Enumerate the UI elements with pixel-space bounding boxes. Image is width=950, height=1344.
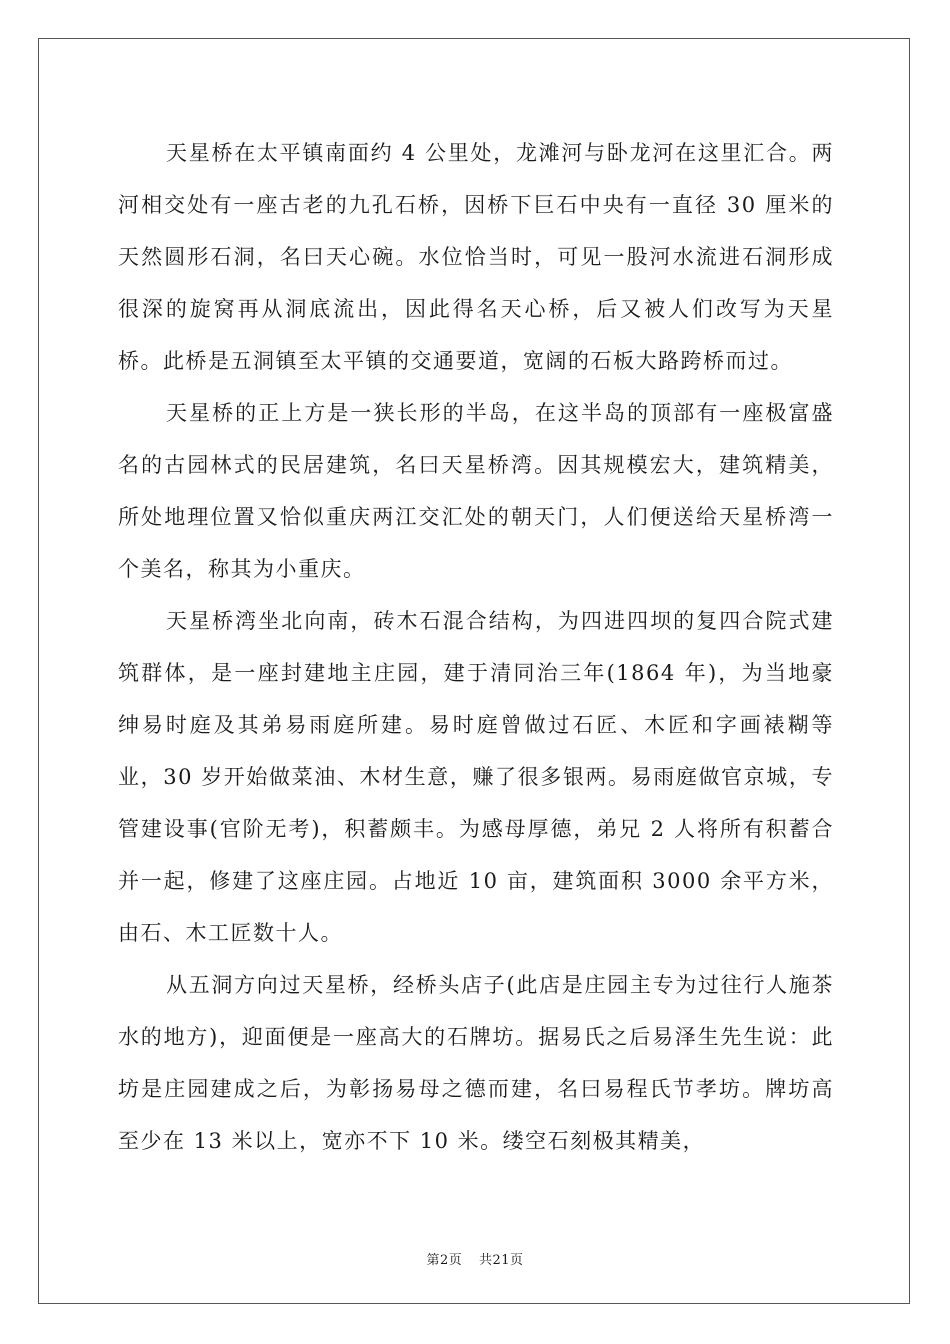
page-footer — [0, 1249, 950, 1268]
paragraph: 天星桥在太平镇南面约 4 公里处，龙滩河与卧龙河在这里汇合。两河相交处有一座古老的九孔石桥，因桥下巨石中央有一直径 30 厘米的天然圆形石洞，名曰天心碗。水位恰当时，可见一股河水流进石洞形成很深的旋窝再从洞底流出，因此得名天心桥，后又被人们改写为天星桥。此桥是五洞镇至太平镇的交通要道，宽阔的石板大路跨桥而过。 — [118, 141, 834, 373]
page-number-current: 第2页 — [426, 1253, 463, 1268]
paragraph: 从五洞方向过天星桥，经桥头店子(此店是庄园主专为过往行人施茶水的地方)，迎面便是一座高大的石牌坊。据易氏之后易泽生先生说：此坊是庄园建成之后，为彰扬易母之德而建，名曰易程氏节孝坊。牌坊高至少在 13 米以上，宽亦不下 10 米。缕空石刻极其精美， — [118, 973, 834, 1153]
paragraph: 天星桥的正上方是一狭长形的半岛，在这半岛的顶部有一座极富盛名的古园林式的民居建筑，名曰天星桥湾。因其规模宏大，建筑精美，所处地理位置又恰似重庆两江交汇处的朝天门，人们便送给天星桥湾一个美名，称其为小重庆。 — [118, 401, 834, 581]
page-number-total: 共21页 — [478, 1253, 524, 1268]
document-body — [118, 127, 834, 1167]
paragraph: 天星桥湾坐北向南，砖木石混合结构，为四进四坝的复四合院式建筑群体，是一座封建地主庄园，建于清同治三年(1864 年)，为当地豪绅易时庭及其弟易雨庭所建。易时庭曾做过石匠、木匠和字画裱糊等业，30 岁开始做菜油、木材生意，赚了很多银两。易雨庭做官京城，专管建设事(官阶无考)，积蓄颇丰。为感母厚德，弟兄 2 人将所有积蓄合并一起，修建了这座庄园。占地近 10 亩，建筑面积 3000 余平方米，由石、木工匠数十人。 — [118, 609, 834, 945]
